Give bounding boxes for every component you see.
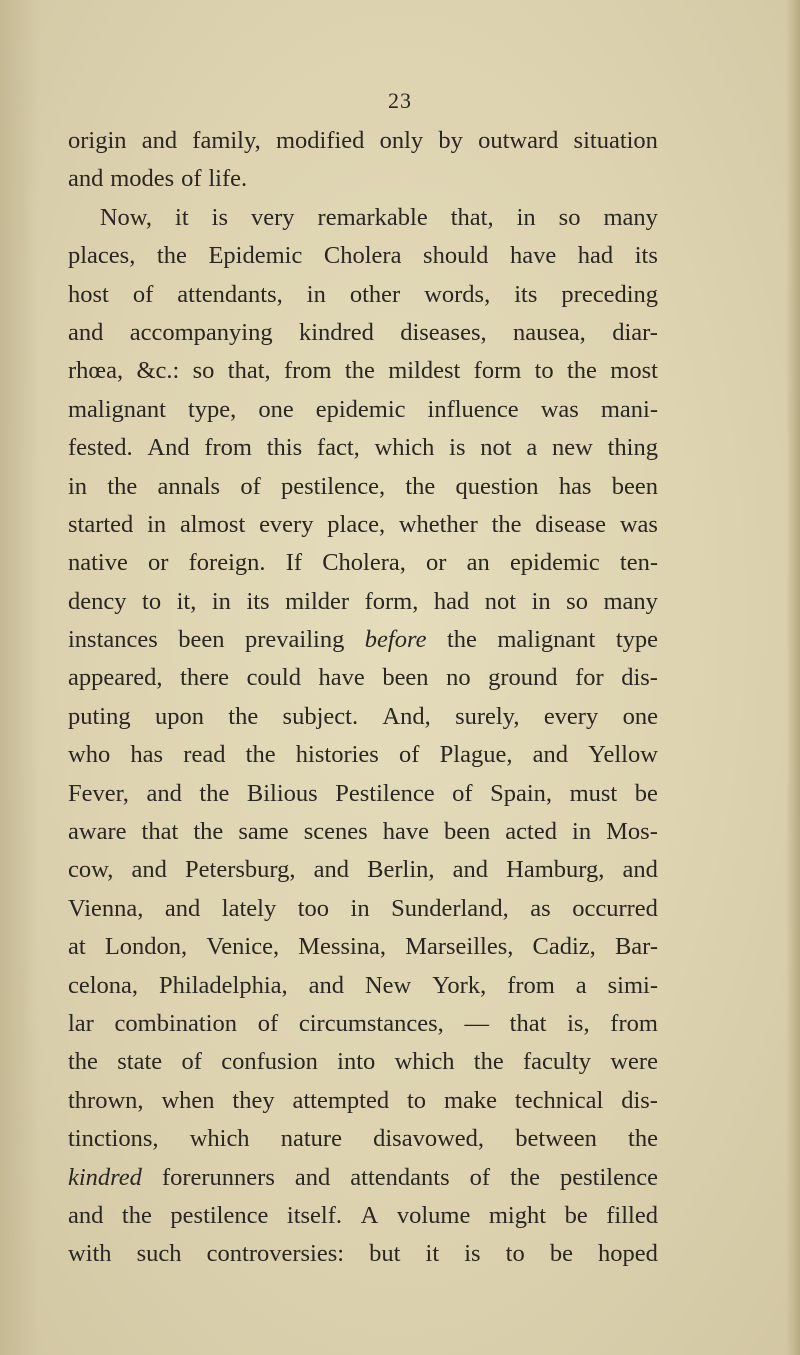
word: London, <box>104 933 188 961</box>
body-text <box>68 122 658 1274</box>
word: malignant <box>68 395 166 423</box>
word: only <box>379 127 424 154</box>
word: not <box>484 587 517 615</box>
word: a <box>526 434 538 462</box>
word: such <box>136 1240 182 1268</box>
word: volume <box>396 1201 471 1229</box>
word: of <box>469 1163 491 1191</box>
word: mildest <box>388 357 461 385</box>
word: cow, <box>68 856 114 884</box>
word: Cholera <box>323 242 402 270</box>
word: ten- <box>619 549 658 577</box>
word: or <box>426 549 447 577</box>
word: Cholera, <box>322 549 406 577</box>
word: subject. <box>282 702 359 730</box>
word: same <box>238 818 289 846</box>
word: is <box>464 1240 481 1268</box>
word: an <box>466 549 490 577</box>
word: Philadelphia, <box>159 971 288 999</box>
text-line <box>68 851 658 889</box>
word: many <box>603 203 658 231</box>
word: to <box>534 357 554 385</box>
word: York, <box>432 971 487 999</box>
word: faculty <box>523 1048 592 1076</box>
text-line <box>68 928 658 966</box>
word: kindred <box>68 1163 142 1191</box>
word: the <box>628 1125 658 1153</box>
word: the <box>473 1048 504 1076</box>
word: been <box>611 472 658 500</box>
word: nature <box>280 1125 342 1153</box>
word: aware <box>68 818 127 846</box>
word: for <box>575 664 604 692</box>
word: And <box>147 434 190 462</box>
word: pestilence <box>170 1201 269 1229</box>
word: nausea, <box>513 318 586 346</box>
word: dency <box>68 587 127 615</box>
word: and <box>532 741 569 769</box>
word: was <box>540 395 579 423</box>
word: and <box>68 165 104 193</box>
word: but <box>369 1240 401 1268</box>
text-line <box>68 1120 658 1158</box>
word: thing <box>607 434 658 462</box>
word: hoped <box>598 1240 658 1268</box>
word: — <box>464 1009 489 1037</box>
word: there <box>180 664 230 692</box>
word: of <box>399 741 420 769</box>
word: every <box>543 702 599 730</box>
word: must <box>569 779 618 807</box>
word: dis- <box>621 664 658 692</box>
word: family, <box>192 127 261 154</box>
word: from <box>283 357 332 385</box>
word: the <box>405 472 436 500</box>
word: or <box>148 549 169 577</box>
text-line <box>68 1235 658 1273</box>
word: its <box>514 280 538 308</box>
word: so <box>566 587 588 615</box>
text-line <box>68 967 658 1005</box>
text-line <box>68 890 658 928</box>
page-edge-shadow <box>786 0 800 1355</box>
word: question <box>455 472 539 500</box>
word: confusion <box>221 1048 318 1076</box>
word: of <box>132 280 154 308</box>
word: and <box>68 318 104 346</box>
word: has <box>130 741 164 769</box>
word: diar- <box>612 318 658 346</box>
word: thrown, <box>68 1086 144 1114</box>
word: started <box>68 510 134 538</box>
word: that <box>141 818 179 846</box>
word: Vienna, <box>68 894 144 922</box>
text-line <box>68 122 658 160</box>
text-line <box>68 160 658 198</box>
word: attendants, <box>177 280 283 308</box>
word: disease <box>535 510 607 538</box>
word: Now, <box>99 203 153 231</box>
word: lar <box>68 1009 94 1037</box>
text-line <box>68 736 658 774</box>
word: form <box>473 357 522 385</box>
text-line <box>68 199 658 237</box>
word: one <box>258 395 294 423</box>
word: new <box>552 434 593 462</box>
word: remarkable <box>317 203 428 231</box>
text-line <box>68 1159 658 1197</box>
text-line <box>68 813 658 851</box>
word: could <box>246 664 301 692</box>
text-line <box>68 276 658 314</box>
word: rhœa, <box>68 357 124 385</box>
word: native <box>68 549 128 577</box>
word: in <box>147 510 167 538</box>
word: milder <box>285 587 350 615</box>
word: the <box>228 702 259 730</box>
word: places, <box>68 242 136 270</box>
text-line <box>68 621 658 659</box>
word: If <box>285 549 303 577</box>
word: controversies: <box>206 1240 345 1268</box>
word: A <box>360 1201 379 1229</box>
text-line <box>68 544 658 582</box>
word: in <box>572 818 592 846</box>
word: and <box>308 971 344 999</box>
word: Fever, <box>68 779 129 807</box>
word: itself. <box>286 1201 343 1229</box>
word: this <box>266 434 303 462</box>
word: Mos- <box>606 818 658 846</box>
word: be <box>549 1240 573 1268</box>
word: should <box>423 242 489 270</box>
word: before <box>364 626 427 654</box>
text-line <box>68 1005 658 1043</box>
word: host <box>68 280 109 308</box>
word: in <box>306 280 326 308</box>
word: the <box>121 1201 152 1229</box>
text-line <box>68 429 658 467</box>
word: celona, <box>68 971 139 999</box>
word: a <box>575 971 587 999</box>
word: of <box>257 1009 279 1037</box>
text-line <box>68 352 658 390</box>
word: at <box>68 933 86 961</box>
word: into <box>337 1048 376 1076</box>
text-line <box>68 314 658 352</box>
word: type, <box>188 395 237 423</box>
word: which <box>189 1125 250 1153</box>
word: it <box>175 203 189 231</box>
word: of <box>181 165 202 193</box>
word: from <box>507 971 555 999</box>
word: diseases, <box>400 318 487 346</box>
word: outward <box>478 127 559 154</box>
word: foreign. <box>188 549 266 577</box>
word: were <box>610 1048 658 1076</box>
page-number: 23 <box>388 88 412 113</box>
word: the <box>491 510 522 538</box>
word: of <box>240 472 261 500</box>
word: kindred <box>299 318 374 346</box>
word: pestilence <box>560 1163 658 1191</box>
word: Pestilence <box>335 779 435 807</box>
word: simi- <box>607 971 658 999</box>
word: in <box>531 587 551 615</box>
word: other <box>349 280 401 308</box>
word: fested. <box>68 434 133 462</box>
word: they <box>232 1086 275 1114</box>
word: origin <box>68 127 127 154</box>
word: its <box>634 242 658 270</box>
word: has <box>558 472 592 500</box>
word: &c.: <box>136 357 180 385</box>
word: mani- <box>600 395 658 423</box>
text-line <box>68 506 658 544</box>
word: And, <box>382 702 431 730</box>
word: Messina, <box>298 933 387 961</box>
text-line <box>68 237 658 275</box>
word: scenes <box>303 818 368 846</box>
word: by <box>438 127 463 154</box>
word: New <box>364 971 412 999</box>
word: epidemic <box>509 549 600 577</box>
word: no <box>446 664 471 692</box>
word: Bar- <box>614 933 658 961</box>
word: every <box>259 510 314 538</box>
word: it <box>425 1240 440 1268</box>
word: the <box>193 818 224 846</box>
word: malignant <box>497 626 596 654</box>
word: which <box>394 1048 455 1076</box>
word: technical <box>514 1086 604 1114</box>
word: filled <box>606 1201 658 1229</box>
text-line <box>68 1043 658 1081</box>
word: Plague, <box>439 741 513 769</box>
word: make <box>443 1086 497 1114</box>
word: be <box>564 1201 588 1229</box>
word: from <box>610 1009 658 1037</box>
word: type <box>615 626 658 654</box>
word: not <box>480 434 512 462</box>
word: whether <box>398 510 478 538</box>
word: the <box>156 242 187 270</box>
word: and <box>164 894 201 922</box>
word: read <box>183 741 226 769</box>
word: many <box>603 587 658 615</box>
word: been <box>444 818 491 846</box>
word: was <box>619 510 658 538</box>
word: had <box>577 242 614 270</box>
word: to <box>406 1086 427 1114</box>
word: attempted <box>292 1086 390 1114</box>
word: upon <box>154 702 204 730</box>
word: place, <box>327 510 386 538</box>
word: and <box>294 1163 331 1191</box>
word: surely, <box>455 702 520 730</box>
word: its <box>246 587 270 615</box>
word: influence <box>427 395 519 423</box>
word: Berlin, <box>367 856 435 884</box>
word: one <box>622 702 658 730</box>
text-line <box>68 583 658 621</box>
word: of <box>452 779 473 807</box>
word: puting <box>68 702 131 730</box>
word: be <box>634 779 658 807</box>
word: have <box>509 242 557 270</box>
word: to <box>142 587 162 615</box>
word: as <box>530 894 551 922</box>
word: had <box>433 587 470 615</box>
word: is, <box>567 1009 590 1037</box>
word: instances <box>68 626 158 654</box>
text-line <box>68 1197 658 1235</box>
word: modified <box>275 127 365 154</box>
word: Cadiz, <box>532 933 596 961</box>
word: and <box>313 856 349 884</box>
word: which <box>374 434 435 462</box>
page-gutter-shadow <box>0 0 40 1355</box>
word: the <box>245 741 276 769</box>
word: Venice, <box>206 933 280 961</box>
word: from <box>204 434 252 462</box>
text-line <box>68 468 658 506</box>
word: Sunderland, <box>391 894 509 922</box>
word: forerunners <box>161 1163 275 1191</box>
word: lately <box>221 894 277 922</box>
word: fact, <box>316 434 360 462</box>
word: in <box>350 894 370 922</box>
word: is <box>449 434 466 462</box>
word: epidemic <box>315 395 406 423</box>
word: and <box>622 856 658 884</box>
word: ground <box>488 664 558 692</box>
text-line <box>68 659 658 697</box>
word: between <box>515 1125 597 1153</box>
word: been <box>382 664 429 692</box>
text-line <box>68 1082 658 1120</box>
word: Petersburg, <box>185 856 296 884</box>
text-line <box>68 391 658 429</box>
word: tinctions, <box>68 1125 159 1153</box>
word: combination <box>114 1009 238 1037</box>
word: pestilence, <box>281 472 386 500</box>
word: state <box>117 1048 163 1076</box>
word: modes <box>110 165 175 193</box>
word: the <box>199 779 230 807</box>
word: it, <box>176 587 197 615</box>
word: in <box>516 203 536 231</box>
word: annals <box>157 472 221 500</box>
word: been <box>178 626 225 654</box>
word: and <box>452 856 489 884</box>
word: disavowed, <box>373 1125 485 1153</box>
word: occurred <box>572 894 658 922</box>
word: too <box>297 894 330 922</box>
word: and <box>131 856 167 884</box>
word: situation <box>573 127 658 154</box>
text-line <box>68 698 658 736</box>
word: histories <box>295 741 379 769</box>
word: who <box>68 741 111 769</box>
word: and <box>146 779 182 807</box>
word: the <box>344 357 375 385</box>
word: Epidemic <box>208 242 303 270</box>
word: life. <box>208 165 248 193</box>
word: when <box>161 1086 215 1114</box>
word: the <box>567 357 597 385</box>
word: in <box>211 587 231 615</box>
word: have <box>382 818 429 846</box>
text-line <box>68 775 658 813</box>
word: dis- <box>621 1086 658 1114</box>
word: Hamburg, <box>506 856 605 884</box>
word: preceding <box>561 280 658 308</box>
word: prevailing <box>245 626 345 654</box>
word: form, <box>364 587 419 615</box>
word: almost <box>179 510 246 538</box>
word: so <box>558 203 581 231</box>
word: the <box>68 1048 98 1076</box>
word: to <box>505 1240 525 1268</box>
word: the <box>510 1163 540 1191</box>
word: Spain, <box>490 779 553 807</box>
word: that <box>509 1009 547 1037</box>
word: so <box>192 357 215 385</box>
word: with <box>68 1240 112 1268</box>
word: accompanying <box>129 318 273 346</box>
word: that, <box>227 357 271 385</box>
word: very <box>250 203 295 231</box>
word: attendants <box>350 1163 450 1191</box>
word: circumstances, <box>298 1009 444 1037</box>
word: of <box>181 1048 202 1076</box>
word: the <box>446 626 477 654</box>
word: might <box>488 1201 547 1229</box>
word: Yellow <box>588 741 658 769</box>
word: Bilious <box>246 779 318 807</box>
word: in <box>68 472 88 500</box>
word: acted <box>505 818 557 846</box>
word: the <box>107 472 138 500</box>
word: that, <box>450 203 494 231</box>
word: is <box>211 203 228 231</box>
word: words, <box>424 280 491 308</box>
word: have <box>318 664 365 692</box>
word: and <box>141 127 178 154</box>
word: most <box>610 357 658 385</box>
word: and <box>68 1201 104 1229</box>
word: Marseilles, <box>405 933 514 961</box>
word: appeared, <box>68 664 163 692</box>
